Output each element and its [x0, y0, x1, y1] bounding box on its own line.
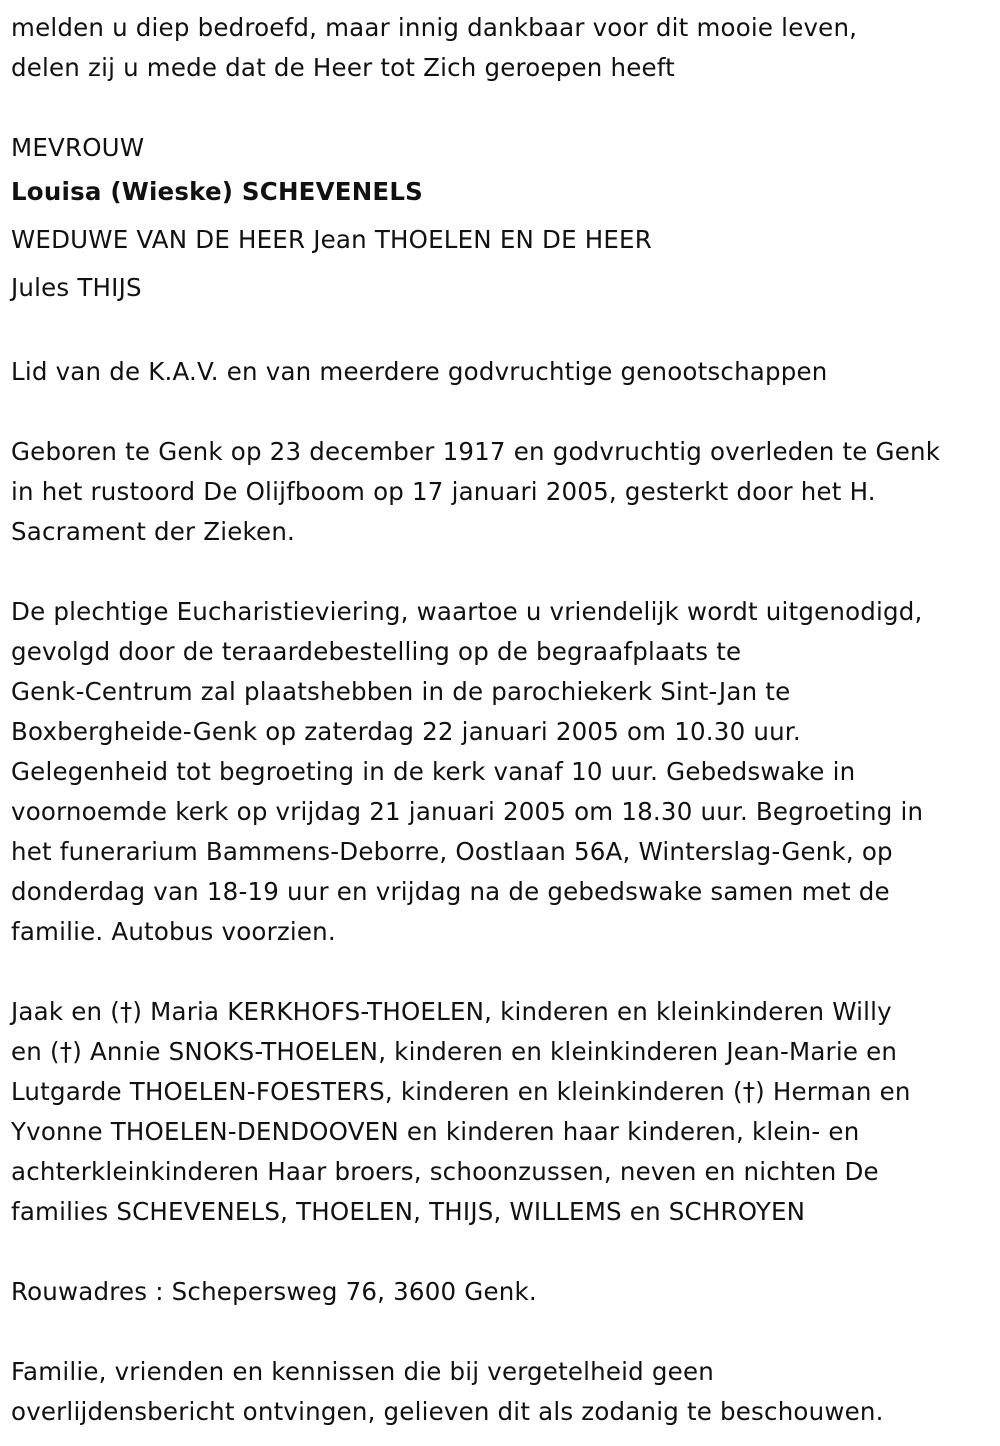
birth-death-line: Geboren te Genk op 23 december 1917 en godvruchtig overleden te Genk — [11, 437, 941, 466]
ceremony-line: het funerarium Bammens-Deborre, Oostlaan 56A, Winterslag-Genk, op — [11, 837, 893, 866]
birth-death-line: Sacrament der Zieken. — [11, 517, 296, 546]
intro-line: melden u diep bedroefd, maar innig dankbaar voor dit mooie leven, — [11, 13, 858, 42]
ceremony-line: donderdag van 18-19 uur en vrijdag na de gebedswake samen met de — [11, 877, 890, 906]
family-line: families SCHEVENELS, THOELEN, THIJS, WILLEMS en SCHROYEN — [11, 1197, 806, 1226]
membership-line: Lid van de K.A.V. en van meerdere godvruchtige genootschappen — [11, 357, 828, 386]
family-line: Jaak en (†) Maria KERKHOFS-THOELEN, kinderen en kleinkinderen Willy — [11, 997, 892, 1026]
widow-line: WEDUWE VAN DE HEER Jean THOELEN EN DE HEER — [11, 225, 652, 254]
birth-death-line: in het rustoord De Olijfboom op 17 januari 2005, gesterkt door het H. — [11, 477, 876, 506]
family-line: en (†) Annie SNOKS-THOELEN, kinderen en kleinkinderen Jean-Marie en — [11, 1037, 898, 1066]
intro-line: delen zij u mede dat de Heer tot Zich geroepen heeft — [11, 53, 675, 82]
family-line: Lutgarde THOELEN-FOESTERS, kinderen en kleinkinderen (†) Herman en — [11, 1077, 911, 1106]
ceremony-line: Genk-Centrum zal plaatshebben in de parochiekerk Sint-Jan te — [11, 677, 791, 706]
ceremony-line: Gelegenheid tot begroeting in de kerk vanaf 10 uur. Gebedswake in — [11, 757, 856, 786]
closing-line: Familie, vrienden en kennissen die bij vergetelheid geen — [11, 1357, 714, 1386]
deceased-title: MEVROUW — [11, 133, 145, 162]
mourning-address: Rouwadres : Schepersweg 76, 3600 Genk. — [11, 1277, 537, 1306]
ceremony-line: voornoemde kerk op vrijdag 21 januari 2005 om 18.30 uur. Begroeting in — [11, 797, 924, 826]
ceremony-line: Boxbergheide-Genk op zaterdag 22 januari 2005 om 10.30 uur. — [11, 717, 801, 746]
deceased-name: Louisa (Wieske) SCHEVENELS — [11, 177, 423, 206]
family-line: achterkleinkinderen Haar broers, schoonzussen, neven en nichten De — [11, 1157, 879, 1186]
ceremony-line: De plechtige Eucharistieviering, waartoe u vriendelijk wordt uitgenodigd, — [11, 597, 923, 626]
closing-line: overlijdensbericht ontvingen, gelieven dit als zodanig te beschouwen. — [11, 1397, 884, 1426]
ceremony-line: gevolgd door de teraardebestelling op de begraafplaats te — [11, 637, 742, 666]
ceremony-line: familie. Autobus voorzien. — [11, 917, 336, 946]
widow-line: Jules THIJS — [11, 273, 142, 302]
family-line: Yvonne THOELEN-DENDOOVEN en kinderen haar kinderen, klein- en — [11, 1117, 860, 1146]
